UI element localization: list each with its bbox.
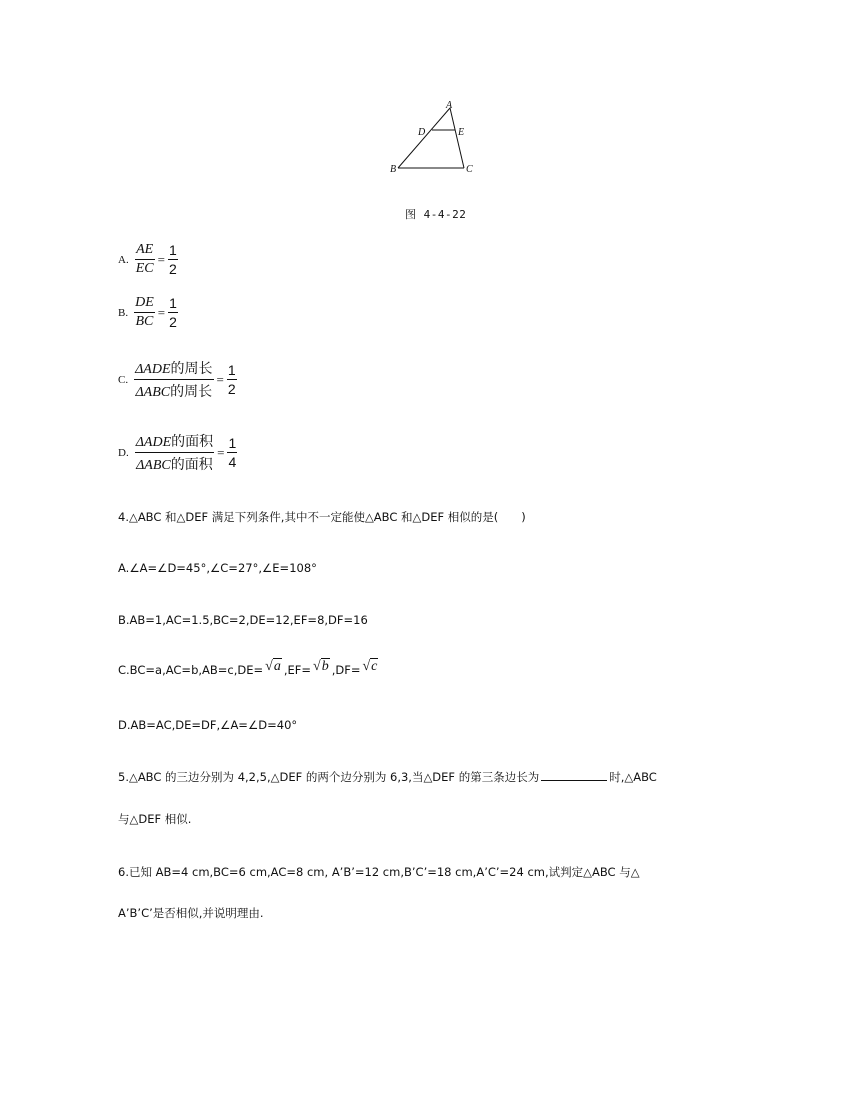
triangle-name: ΔADE — [135, 435, 172, 450]
numerator: DE — [135, 295, 154, 310]
option-text: ,EF= — [283, 663, 312, 677]
triangle-diagram — [380, 96, 490, 186]
radicand: a — [273, 659, 281, 674]
fraction-bar — [134, 379, 213, 380]
option-c — [118, 358, 237, 401]
option-text: C.BC=a,AC=b,AB=c,DE= — [118, 663, 264, 677]
numerator: 1 — [227, 362, 236, 378]
fraction-lhs — [135, 242, 155, 277]
quantity-label: 的面积 — [170, 458, 213, 473]
fraction-bar — [168, 259, 178, 260]
numerator: 1 — [228, 435, 237, 451]
question-4-option-c — [118, 659, 380, 679]
option-text: ,DF= — [331, 663, 361, 677]
equals-sign: = — [157, 251, 165, 267]
fraction-rhs — [227, 362, 237, 397]
radicand: b — [321, 659, 329, 674]
question-6-line-1: 6.已知 AB=4 cm,BC=6 cm,AC=8 cm, A’B’=12 cm,B’C’=18 cm,A’C’=24 cm,试判定△ABC 与△ — [118, 865, 640, 879]
denominator: EC — [135, 261, 154, 276]
fraction-rhs — [168, 242, 178, 277]
denominator: BC — [135, 314, 154, 329]
question-4-option-a: A.∠A=∠D=45°,∠C=27°,∠E=108° — [118, 561, 317, 575]
numerator — [135, 431, 214, 451]
label-e: E — [458, 127, 465, 138]
figure-caption: 图 4-4-22 — [405, 208, 467, 221]
question-5-line-1 — [118, 769, 657, 785]
fraction-bar — [227, 379, 237, 380]
answer-blank[interactable] — [541, 769, 607, 781]
sqrt-b: √b — [313, 659, 329, 674]
side-ac — [450, 108, 464, 168]
denominator: 4 — [228, 454, 237, 470]
label-a: A — [446, 100, 453, 111]
quantity-label: 的周长 — [170, 385, 213, 400]
triangle-figure — [380, 96, 490, 186]
fraction-bar — [227, 452, 237, 453]
option-letter: D. — [118, 446, 129, 459]
denominator: 2 — [169, 314, 177, 330]
sqrt-a: √a — [265, 659, 281, 674]
equals-sign: = — [217, 444, 225, 460]
equals-sign: = — [157, 304, 166, 320]
quantity-label: 的面积 — [171, 435, 214, 450]
numerator: AE — [136, 242, 154, 257]
numerator: 1 — [168, 242, 177, 258]
option-d — [118, 431, 237, 474]
fraction-lhs — [134, 358, 213, 401]
fraction-bar — [168, 312, 178, 313]
equals-sign: = — [216, 371, 224, 387]
question-text: 时,△ABC — [609, 770, 657, 784]
numerator — [134, 358, 213, 378]
question-5-line-2: 与△DEF 相似. — [118, 812, 192, 826]
fraction-rhs — [227, 435, 237, 470]
denominator — [134, 381, 213, 401]
label-b: B — [390, 164, 397, 175]
option-b — [118, 295, 178, 330]
denominator — [135, 454, 214, 474]
triangle-name: ΔABC — [136, 458, 171, 473]
question-text: 5.△ABC 的三边分别为 4,2,5,△DEF 的两个边分别为 6,3,当△DEF 的第三条边长为 — [118, 770, 540, 784]
option-letter: C. — [118, 373, 129, 386]
question-4-option-b: B.AB=1,AC=1.5,BC=2,DE=12,EF=8,DF=16 — [118, 613, 368, 627]
question-6-line-2: A’B’C’是否相似,并说明理由. — [118, 906, 264, 920]
fraction-bar — [135, 259, 155, 260]
triangle-name: ΔABC — [135, 385, 171, 400]
radicand: c — [371, 659, 378, 674]
fraction-lhs — [135, 431, 214, 474]
denominator: 2 — [168, 261, 177, 277]
label-d: D — [418, 127, 426, 138]
question-4-option-d: D.AB=AC,DE=DF,∠A=∠D=40° — [118, 718, 298, 732]
label-c: C — [466, 164, 473, 175]
option-a — [118, 242, 178, 277]
numerator: 1 — [169, 295, 177, 311]
fraction-lhs — [134, 295, 155, 330]
side-ab — [398, 108, 450, 168]
denominator: 2 — [227, 381, 236, 397]
quantity-label: 的周长 — [170, 362, 213, 377]
option-letter: A. — [118, 253, 129, 266]
fraction-rhs — [168, 295, 178, 330]
triangle-name: ΔADE — [135, 362, 171, 377]
option-letter: B. — [118, 306, 129, 319]
sqrt-c: √c — [362, 659, 378, 674]
fraction-bar — [134, 312, 155, 313]
fraction-bar — [135, 452, 214, 453]
question-4-stem: 4.△ABC 和△DEF 满足下列条件,其中不一定能使△ABC 和△DEF 相似的是( ) — [118, 510, 526, 524]
